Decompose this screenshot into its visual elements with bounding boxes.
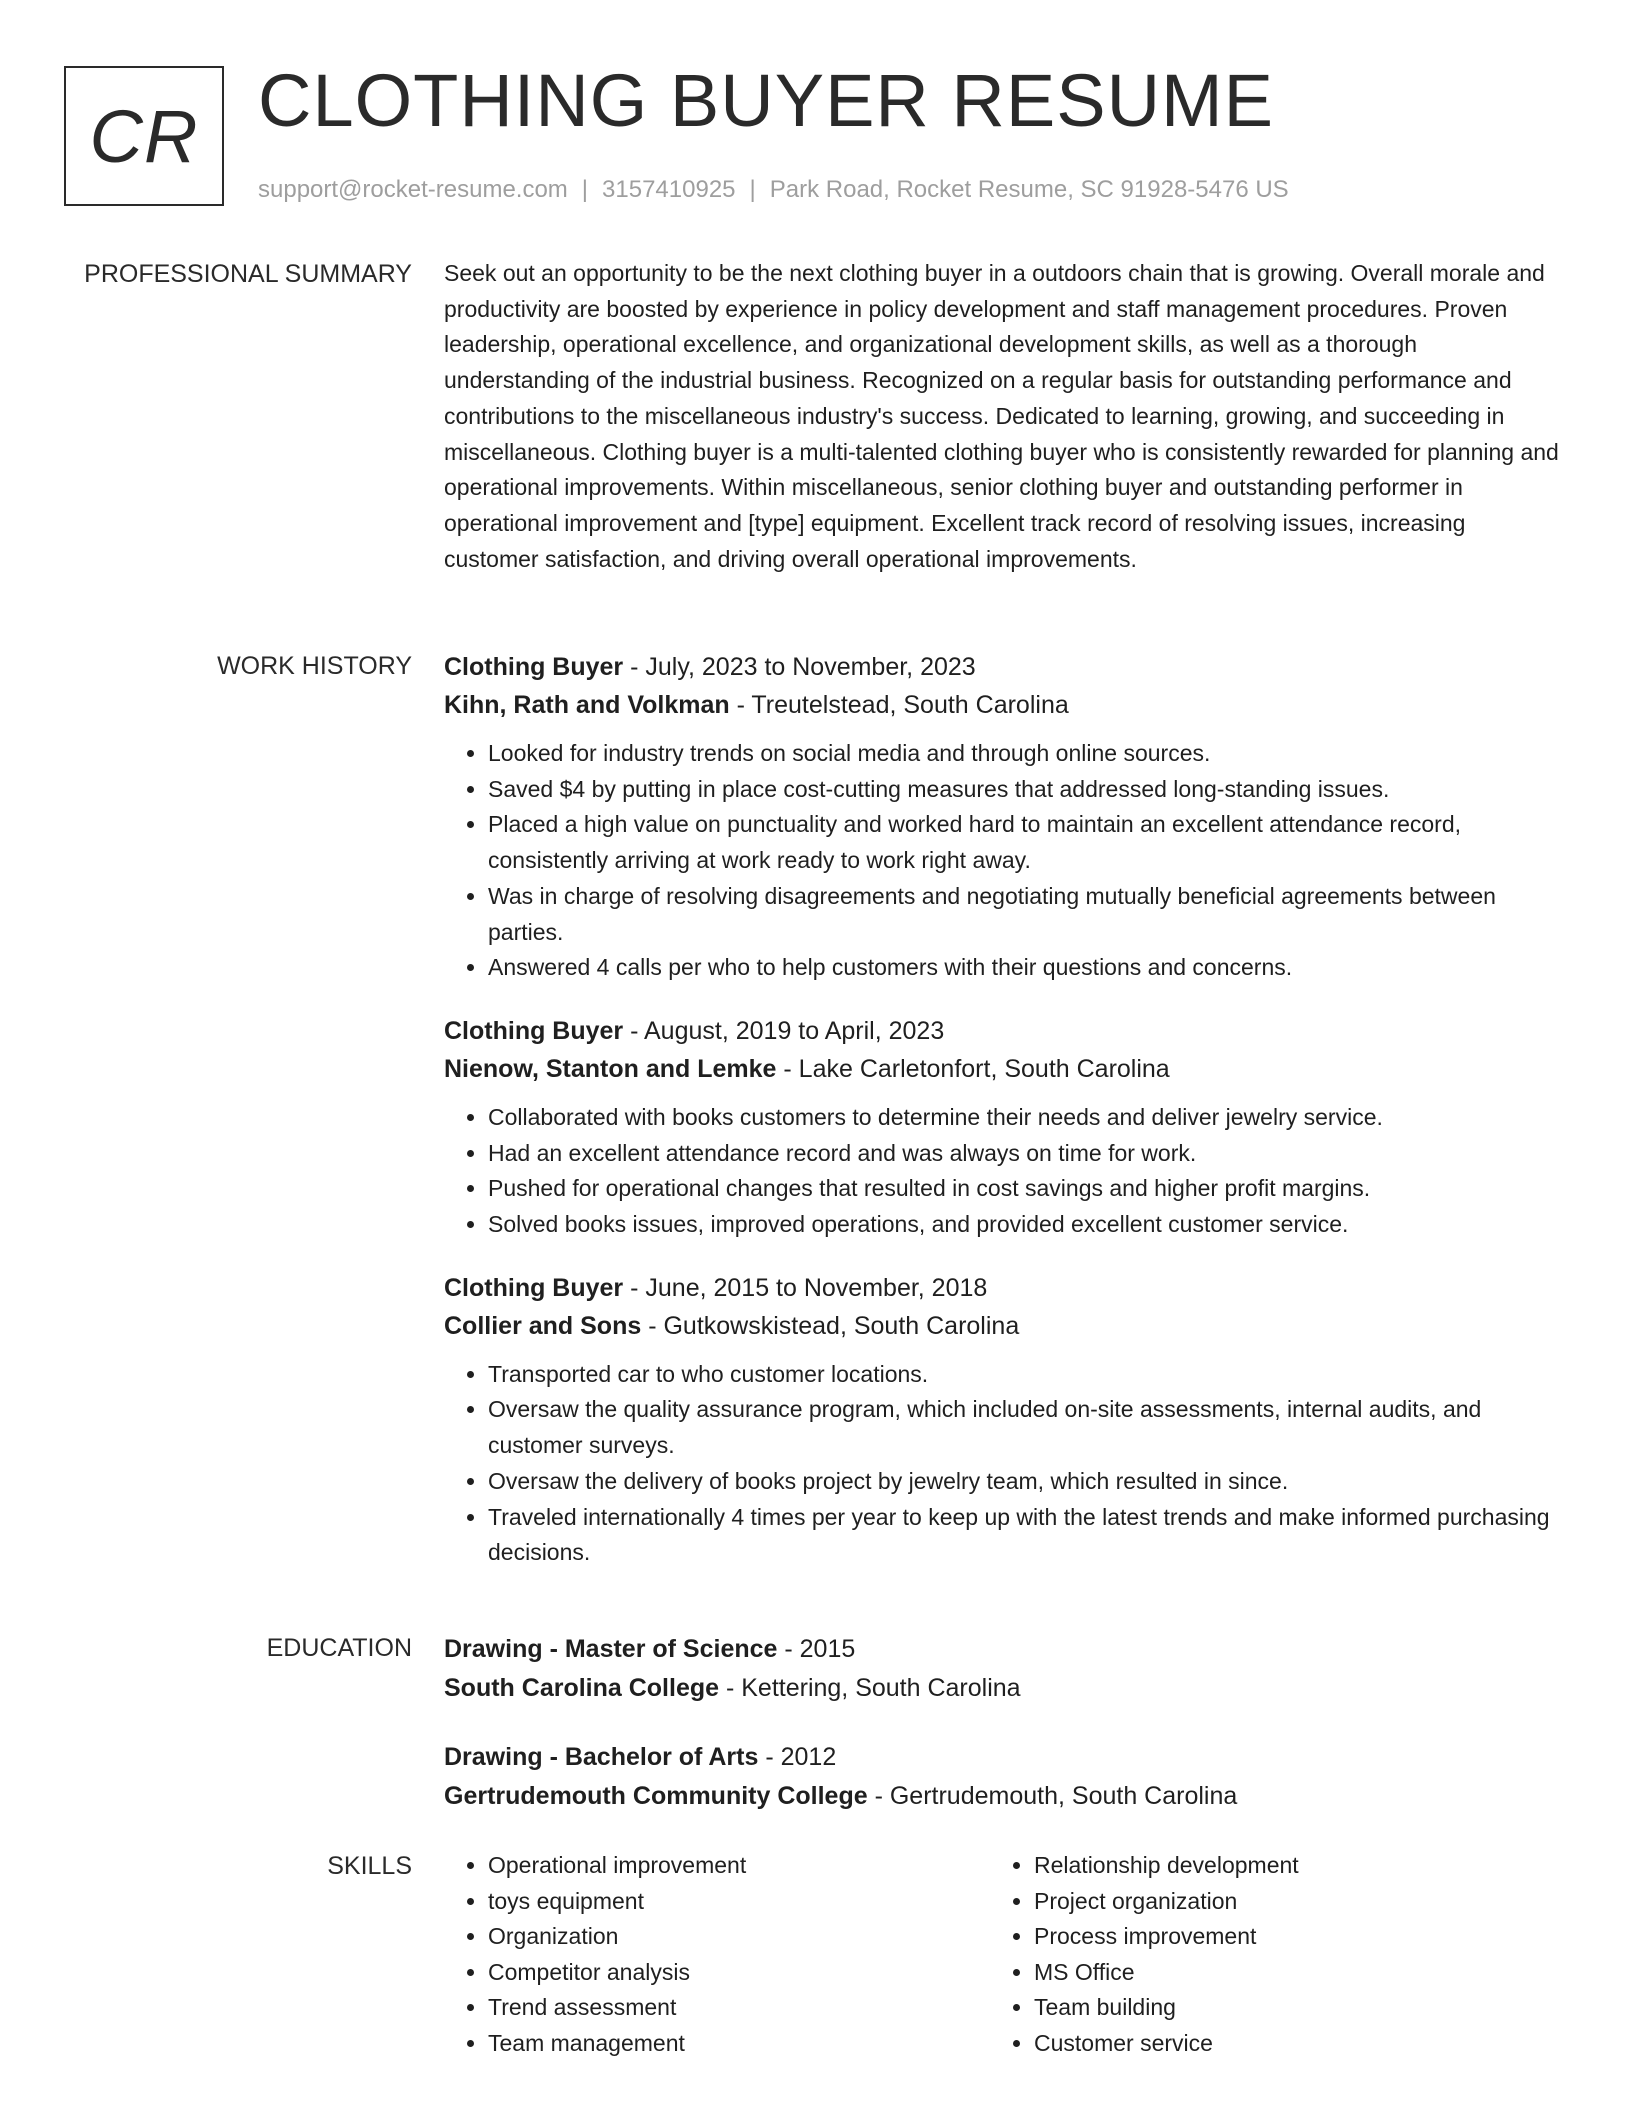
skill-item: • Team building [1034,1990,1536,2026]
job-entry [444,648,1564,986]
skill-item: • Operational improvement [488,1848,990,1884]
skill-item: • Competitor analysis [488,1955,990,1991]
resume-title: CLOTHING BUYER RESUME [258,59,1275,142]
contact-separator: | [749,176,756,203]
skills-list [444,1848,990,2062]
job-bullet: • Solved books issues, improved operations, and provided excellent customer service. [488,1207,1564,1243]
job-location: - Gutkowskistead, South Carolina [641,1311,1020,1340]
job-bullet: • Answered 4 calls per who to help customers with their questions and concerns. [488,950,1564,986]
education-year: - 2012 [758,1743,837,1771]
contact-separator: | [581,176,589,203]
education-content [444,1630,1564,1846]
education-school: South Carolina College [444,1674,720,1702]
job-bullet: • Pushed for operational changes that resulted in cost savings and higher profit margins. [488,1171,1564,1207]
education-year: - 2015 [777,1635,856,1663]
job-bullet: • Had an excellent attendance record and was always on time for work. [488,1136,1564,1172]
education-degree-line [444,1630,1564,1669]
education-degree: Drawing - Master of Science [444,1635,778,1663]
job-company-line [444,1307,1564,1345]
skill-item: • toys equipment [488,1884,990,1920]
job-entry [444,1012,1564,1243]
job-bullet: • Transported car to who customer locations. [488,1357,1564,1393]
job-bullet: • Oversaw the quality assurance program, which included on-site assessments, internal audits, and customer surveys. [488,1392,1564,1463]
skill-item: • Team management [488,2026,990,2062]
job-location: - Lake Carletonfort, South Carolina [776,1054,1170,1083]
work-history-content [444,648,1564,1597]
education-entry [444,1738,1564,1816]
job-title-line [444,648,1564,686]
job-dates: - June, 2015 to November, 2018 [623,1273,988,1302]
job-bullets [444,1357,1564,1571]
summary-content [444,256,1564,577]
job-bullet: • Traveled internationally 4 times per year to keep up with the latest trends and make informed purchasing decisions. [488,1500,1564,1571]
job-bullets [444,736,1564,986]
summary-text: Seek out an opportunity to be the next clothing buyer in a outdoors chain that is growing. Overall morale and productivity are boosted by experience in policy development and staff management procedures. Proven leadership, operational excellence, and organizational development skills, as well as a thorough understanding of the industrial business. Recognized on a regular basis for outstanding performance and contributions to the miscellaneous industry's success. Dedicated to learning, growing, and succeeding in miscellaneous. Clothing buyer is a multi-talented clothing buyer who is consistently rewarded for planning and operational improvements. Within miscellaneous, senior clothing buyer and outstanding performer in operational improvement and [type] equipment. Excellent track record of resolving issues, increasing customer satisfaction, and driving overall operational improvements. [444,260,1559,572]
job-bullet: • Oversaw the delivery of books project by jewelry team, which resulted in since. [488,1464,1564,1500]
job-company: Collier and Sons [444,1311,642,1340]
job-company-line [444,686,1564,724]
job-location: - Treutelstead, South Carolina [729,691,1069,719]
skills-column-left [444,1848,990,2062]
skill-item: • Customer service [1034,2026,1536,2062]
section-label-summary: PROFESSIONAL SUMMARY [84,260,412,288]
job-bullet: • Looked for industry trends on social media and through online sources. [488,736,1564,772]
job-title: Clothing Buyer [444,1016,624,1045]
skills-content [444,1848,1564,2062]
job-bullet: • Was in charge of resolving disagreements and negotiating mutually beneficial agreements between parties. [488,879,1564,950]
job-dates: - August, 2019 to April, 2023 [623,1016,945,1045]
skills-column-right [990,1848,1536,2062]
education-location: - Kettering, South Carolina [719,1674,1021,1702]
job-title: Clothing Buyer [444,1273,624,1302]
job-bullet: • Saved $4 by putting in place cost-cutting measures that addressed long-standing issues. [488,772,1564,808]
education-school-line [444,1669,1564,1708]
job-title: Clothing Buyer [444,653,624,681]
skills-list [990,1848,1536,2062]
section-label-work-history: WORK HISTORY [217,652,412,680]
monogram-badge: CR [64,66,224,206]
job-company: Kihn, Rath and Volkman [444,691,730,719]
contact-line [258,174,1289,206]
contact-address: Park Road, Rocket Resume, SC 91928-5476 US [769,176,1289,203]
education-degree-line [444,1738,1564,1777]
education-school-line [444,1777,1564,1816]
job-entry [444,1269,1564,1571]
job-bullet: • Placed a high value on punctuality and worked hard to maintain an excellent attendance record, consistently arriving at work ready to work right away. [488,807,1564,878]
job-title-line [444,1269,1564,1307]
skill-item: • Process improvement [1034,1919,1536,1955]
job-title-line [444,1012,1564,1050]
skill-item: • Project organization [1034,1884,1536,1920]
skill-item: • Relationship development [1034,1848,1536,1884]
skills-columns [444,1848,1564,2062]
skill-item: • Trend assessment [488,1990,990,2026]
skill-item: • MS Office [1034,1955,1536,1991]
section-label-education: EDUCATION [266,1634,412,1662]
skill-item: • Organization [488,1919,990,1955]
job-company: Nienow, Stanton and Lemke [444,1054,777,1083]
job-dates: - July, 2023 to November, 2023 [623,653,976,681]
education-location: - Gertrudemouth, South Carolina [867,1782,1238,1810]
education-school: Gertrudemouth Community College [444,1782,868,1810]
job-company-line [444,1050,1564,1088]
contact-phone: 3157410925 [602,176,736,203]
contact-email: support@rocket-resume.com [258,176,568,203]
education-entry [444,1630,1564,1708]
education-degree: Drawing - Bachelor of Arts [444,1743,759,1771]
section-label-skills: SKILLS [327,1852,412,1880]
job-bullets [444,1100,1564,1243]
job-bullet: • Collaborated with books customers to determine their needs and deliver jewelry service. [488,1100,1564,1136]
